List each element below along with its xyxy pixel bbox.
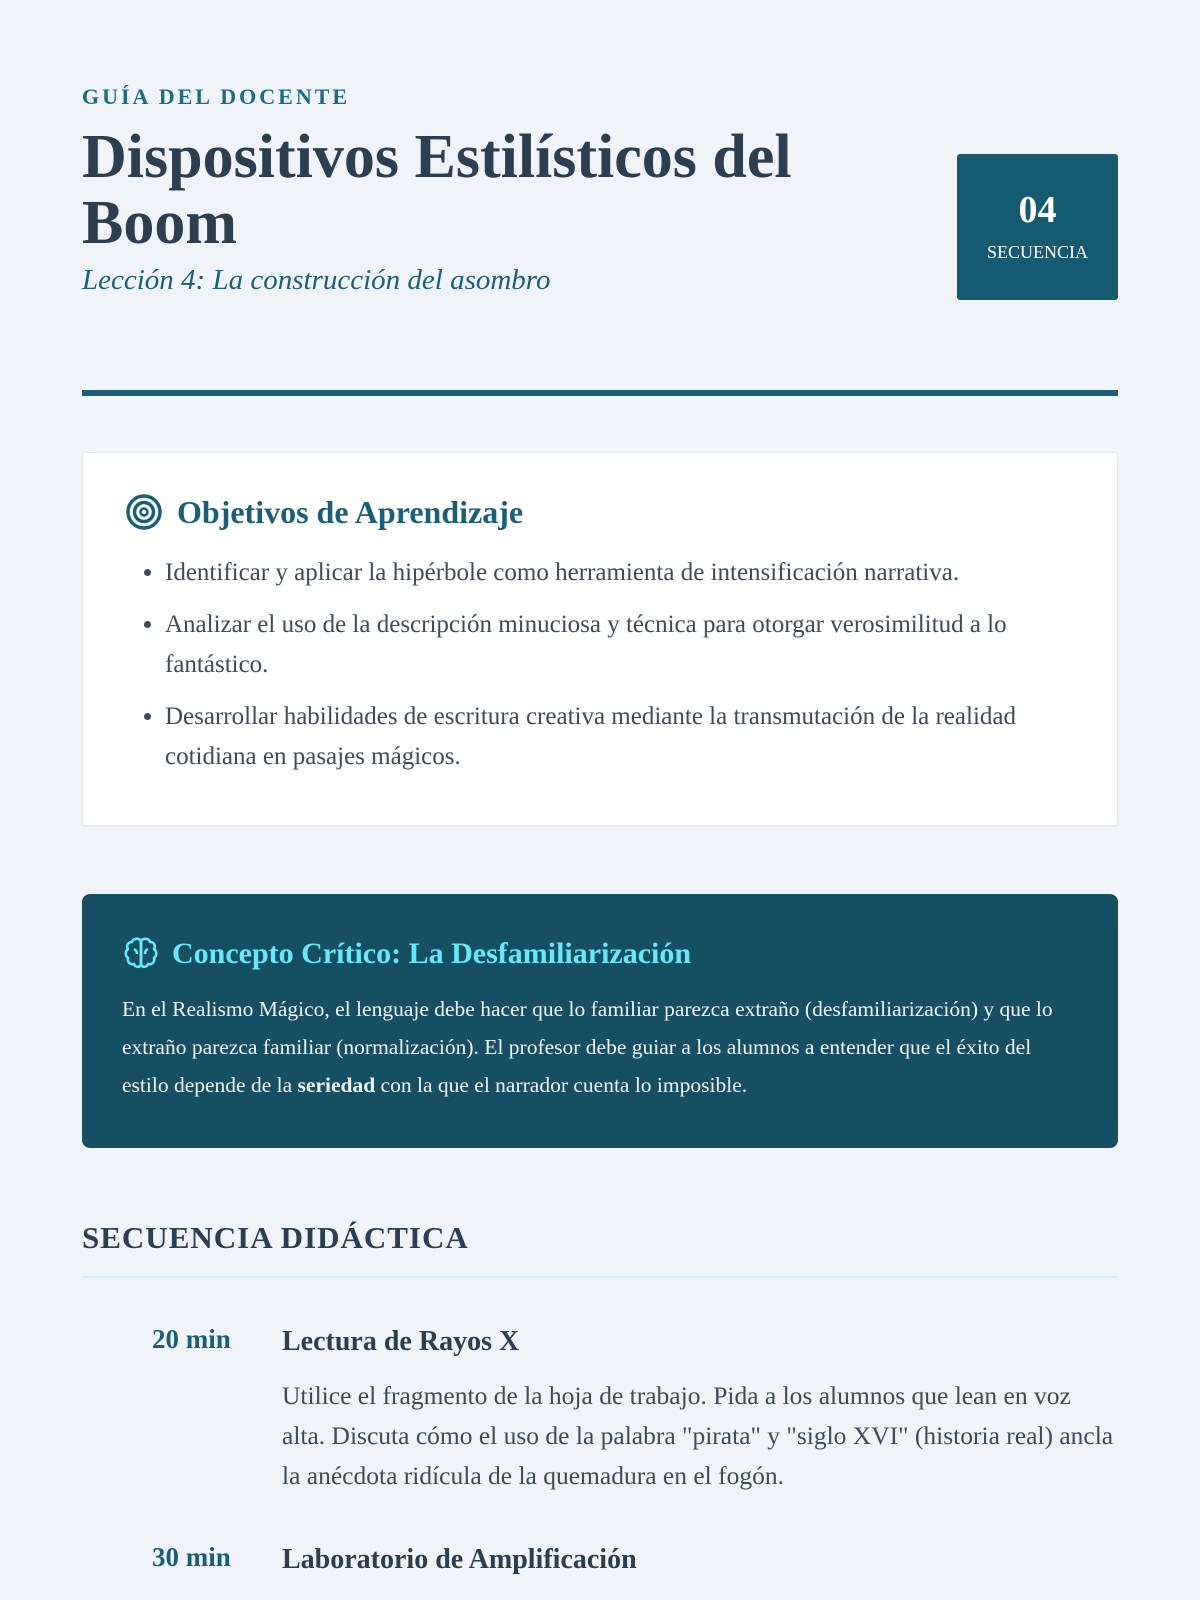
sequence-step — [82, 1324, 1118, 1496]
concept-text-part: con la que el narrador cuenta lo imposible. — [375, 1073, 748, 1097]
step-description: Utilice el fragmento de la hoja de trabajo. Pida a los alumnos que lean en voz alta. Discuta cómo el uso de la palabra "pirata" y "siglo XVI" (historia real) ancla la anécdota ridícula de la quemadura en el fogón. — [282, 1381, 1114, 1490]
page-subtitle: Lección 4: La construcción del asombro — [82, 264, 551, 296]
eyebrow-label: GUÍA DEL DOCENTE — [82, 84, 351, 109]
sequence-heading: SECUENCIA DIDÁCTICA — [82, 1220, 469, 1255]
concept-text — [122, 990, 1078, 1104]
step-title: Lectura de Rayos X — [282, 1326, 520, 1357]
brain-icon — [122, 936, 160, 972]
header-divider — [82, 390, 1118, 396]
step-duration: 20 min — [152, 1324, 231, 1354]
concept-emphasis: seriedad — [297, 1073, 376, 1097]
step-title: Laboratorio de Amplificación — [282, 1544, 637, 1575]
sequence-badge — [957, 154, 1118, 300]
objectives-card — [82, 452, 1118, 826]
target-icon — [125, 493, 163, 531]
badge-number: 04 — [1018, 189, 1057, 231]
list-item: • Identificar y aplicar la hipérbole como herramienta de intensificación narrativa. — [165, 553, 1077, 593]
page-title: Dispositivos Estilísticos del Boom — [82, 123, 792, 257]
objectives-list — [125, 553, 1077, 777]
sequence-step — [82, 1542, 1118, 1576]
objectives-heading — [125, 493, 1077, 531]
list-item: • Analizar el uso de la descripción minuciosa y técnica para otorgar verosimilitud a lo fantástico. — [165, 605, 1077, 685]
sequence-divider — [82, 1276, 1118, 1278]
concept-heading — [122, 936, 1078, 972]
concept-text-part: En el Realismo Mágico, el lenguaje debe hacer que lo familiar parezca extraño (desfamiliarización) y que lo extraño parezca familiar (normalización). El profesor debe guiar a los alumnos a entender que el éxito del estilo depende de la — [122, 997, 1053, 1097]
header — [82, 0, 1118, 346]
concept-title: Concepto Crítico: La Desfamiliarización — [172, 937, 692, 970]
badge-label: SECUENCIA — [986, 242, 1088, 262]
concept-box — [82, 894, 1118, 1148]
step-duration: 30 min — [152, 1542, 231, 1572]
objectives-title: Objetivos de Aprendizaje — [177, 493, 524, 530]
list-item: • Desarrollar habilidades de escritura creativa mediante la transmutación de la realidad cotidiana en pasajes mágicos. — [165, 697, 1077, 777]
